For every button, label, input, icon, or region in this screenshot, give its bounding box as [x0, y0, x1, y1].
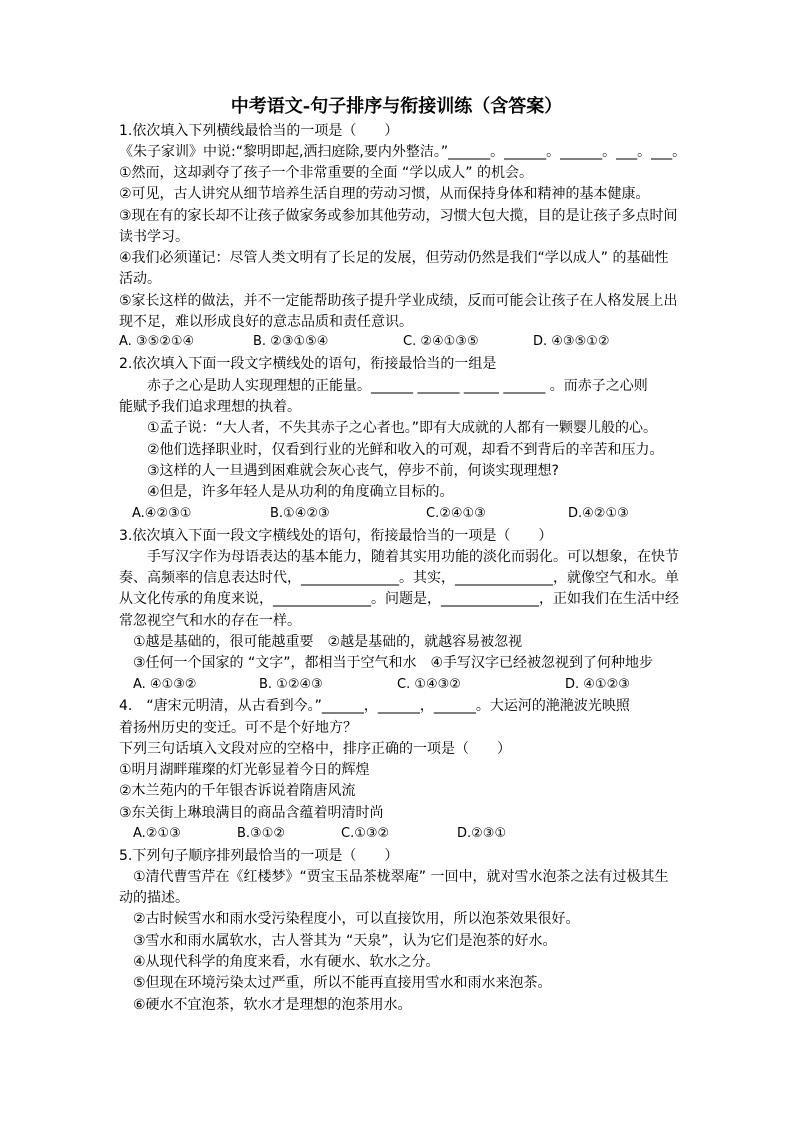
- q2-line: ③这样的人一旦遇到困难就会灰心丧气，停步不前，何谈实现理想?: [147, 463, 559, 479]
- q4-option-a[interactable]: A.②①③: [133, 826, 181, 841]
- q1-line: ⑤家长这样的做法，并不一定能帮助孩子提升学业成绩，反而可能会让孩子在人格发展上出: [119, 293, 678, 309]
- q1-line: ②可见，古人讲究从细节培养生活自理的劳动习惯，从而保持身体和精神的基本健康。: [119, 186, 650, 202]
- q4-line: ③东关街上琳琅满目的商品含蕴着明清时尚: [119, 805, 384, 821]
- q1-stem: 1.依次填入下列横线最恰当的一项是（ ）: [119, 123, 399, 139]
- q2-line: 能赋予我们追求理想的执着。: [119, 399, 301, 415]
- q4-line: ①明月湖畔璀璨的灯光彰显着今日的辉煌: [119, 762, 370, 778]
- q2-line: 赤子之心是助人实现理想的正能量。______ ______ _____ ______ 。而赤子之心则: [147, 378, 648, 394]
- q3-option-b[interactable]: B. ①②④③: [259, 677, 323, 692]
- q4-line: 着扬州历史的变迁。可不是个好地方？: [119, 720, 357, 736]
- q5-line: ⑤但现在环境污染太过严重，所以不能再直接用雪水和雨水来泡茶。: [133, 975, 552, 991]
- q1-option-d[interactable]: D. ④③⑤①②: [533, 334, 610, 349]
- q3-line: ③任何一个国家的 “文字”，都相当于空气和水 ④手写汉字已经被忽视到了何种地步: [133, 655, 654, 671]
- q1-line: 现不足，难以形成良好的意志品质和责任意识。: [119, 314, 413, 330]
- q3-option-a[interactable]: A. ④①③②: [133, 677, 197, 692]
- q1-line: 《朱子家训》中说:“黎明即起,洒扫庭除,要内外整洁。”______。______。______。___。___。: [119, 144, 687, 160]
- q2-option-c[interactable]: C.②④①③: [426, 506, 486, 521]
- q4-line: 4. “唐宋元明清，从古看到今。”______，______，______。大运河的滟滟波光映照: [119, 698, 630, 714]
- q1-line: ④我们必须谨记：尽管人类文明有了长足的发展，但劳动仍然是我们“学以成人” 的基础性: [119, 250, 669, 266]
- q4-line: 下列三句话填入文段对应的空格中，排序正确的一项是（ ）: [119, 741, 511, 757]
- q3-line: 从文化传承的角度来说，______________。问题是，______________，正如我们在生活中经: [119, 591, 679, 607]
- q1-line: ①然而，这却剥夺了孩子一个非常重要的全面 “学以成人” 的机会。: [119, 165, 533, 181]
- q2-option-a[interactable]: A.④②③①: [132, 506, 192, 521]
- q5-line: 动的描述。: [119, 890, 189, 906]
- q5-line: ②古时候雪水和雨水受污染程度小，可以直接饮用，所以泡茶效果很好。: [133, 911, 580, 927]
- q3-line: ①越是基础的，很可能越重要 ②越是基础的，就越容易被忽视: [133, 634, 523, 650]
- q2-line: ②他们选择职业时，仅看到行业的光鲜和收入的可观，却看不到背后的辛苦和压力。: [147, 442, 664, 458]
- q4-line: ②木兰苑内的千年银杏诉说着隋唐风流: [119, 783, 356, 799]
- q3-line: 手写汉字作为母语表达的基本能力，随着其实用功能的淡化而弱化。可以想象，在快节: [147, 549, 679, 565]
- q4-option-b[interactable]: B.③①②: [237, 826, 286, 841]
- q3-stem: 3.依次填入下面一段文字横线处的语句，衔接最恰当的一项是（ ）: [119, 528, 553, 544]
- q1-line: 活动。: [119, 271, 161, 287]
- q3-option-c[interactable]: C. ①④③②: [397, 677, 461, 692]
- document-title: 中考语文-句子排序与衔接训练（含答案）: [230, 96, 563, 117]
- q1-line: ③现在有的家长却不让孩子做家务或参加其他劳动，习惯大包大揽，目的是让孩子多点时间: [119, 208, 678, 224]
- q1-option-c[interactable]: C. ②④①③⑤: [403, 334, 479, 349]
- q3-line: 常忽视空气和水的存在一样。: [119, 613, 301, 629]
- q5-line: ④从现代科学的角度来看，水有硬水、软水之分。: [133, 954, 440, 970]
- q1-option-a[interactable]: A. ③⑤②①④: [119, 334, 195, 349]
- q5-line: ⑥硬水不宜泡茶，软水才是理想的泡茶用水。: [133, 997, 412, 1013]
- q1-option-b[interactable]: B. ②③①⑤④: [253, 334, 329, 349]
- q3-line: 奏、高频率的信息表达时代，______________。其实，______________，就像空气和水。单: [119, 570, 679, 586]
- q5-line: ③雪水和雨水属软水，古人誉其为 “天泉”，认为它们是泡茶的好水。: [133, 933, 557, 949]
- q2-stem: 2.依次填入下面一段文字横线处的语句，衔接最恰当的一组是: [119, 356, 497, 372]
- q1-line: 读书学习。: [119, 229, 189, 245]
- q4-option-d[interactable]: D.②③①: [457, 826, 507, 841]
- q4-option-c[interactable]: C.①③②: [341, 826, 390, 841]
- q3-option-d[interactable]: D. ④①②③: [565, 677, 630, 692]
- q5-stem: 5.下列句子顺序排列最恰当的一项是（ ）: [119, 848, 399, 864]
- q2-line: ①孟子说：“大人者，不失其赤子之心者也。”即有大成就的人都有一颗婴儿般的心。: [147, 420, 658, 436]
- q2-line: ④但是，许多年轻人是从功利的角度确立目标的。: [147, 484, 454, 500]
- q2-option-d[interactable]: D.④②①③: [568, 506, 629, 521]
- q5-line: ①清代曹雪芹在《红楼梦》“贾宝玉品茶栊翠庵” 一回中，就对雪水泡茶之法有过极其生: [133, 869, 669, 885]
- q2-option-b[interactable]: B.①④②③: [270, 506, 330, 521]
